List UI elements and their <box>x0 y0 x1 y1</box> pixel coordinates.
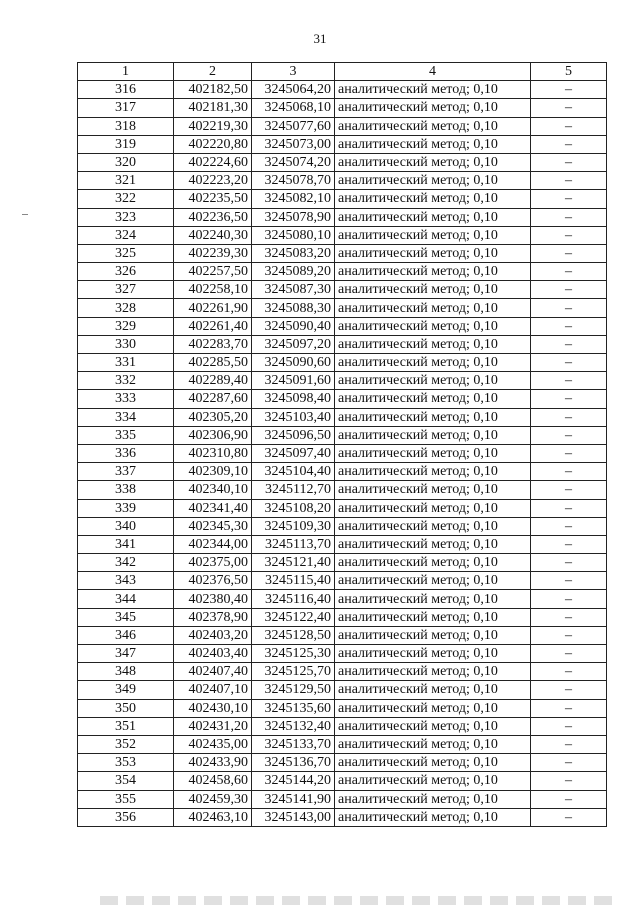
point-number-cell: 323 <box>78 208 174 226</box>
note-cell: – <box>531 99 607 117</box>
note-cell: – <box>531 299 607 317</box>
note-cell: – <box>531 281 607 299</box>
point-number-cell: 342 <box>78 554 174 572</box>
point-number-cell: 333 <box>78 390 174 408</box>
x-coordinate-cell: 402310,80 <box>174 444 252 462</box>
method-accuracy-cell: аналитический метод; 0,10 <box>335 790 531 808</box>
note-cell: – <box>531 172 607 190</box>
method-accuracy-cell: аналитический метод; 0,10 <box>335 263 531 281</box>
table-row <box>78 299 607 317</box>
x-coordinate-cell: 402380,40 <box>174 590 252 608</box>
x-coordinate-cell: 402306,90 <box>174 426 252 444</box>
y-coordinate-cell: 3245082,10 <box>252 190 335 208</box>
point-number-cell: 343 <box>78 572 174 590</box>
x-coordinate-cell: 402407,10 <box>174 681 252 699</box>
point-number-cell: 355 <box>78 790 174 808</box>
x-coordinate-cell: 402219,30 <box>174 117 252 135</box>
note-cell: – <box>531 663 607 681</box>
y-coordinate-cell: 3245116,40 <box>252 590 335 608</box>
method-accuracy-cell: аналитический метод; 0,10 <box>335 517 531 535</box>
note-cell: – <box>531 208 607 226</box>
table-row <box>78 499 607 517</box>
method-accuracy-cell: аналитический метод; 0,10 <box>335 208 531 226</box>
table-row <box>78 517 607 535</box>
point-number-cell: 331 <box>78 354 174 372</box>
table-row <box>78 390 607 408</box>
table-row <box>78 699 607 717</box>
x-coordinate-cell: 402340,10 <box>174 481 252 499</box>
table-row <box>78 444 607 462</box>
point-number-cell: 348 <box>78 663 174 681</box>
method-accuracy-cell: аналитический метод; 0,10 <box>335 608 531 626</box>
table-row <box>78 481 607 499</box>
x-coordinate-cell: 402258,10 <box>174 281 252 299</box>
point-number-cell: 354 <box>78 772 174 790</box>
x-coordinate-cell: 402182,50 <box>174 81 252 99</box>
point-number-cell: 319 <box>78 135 174 153</box>
method-accuracy-cell: аналитический метод; 0,10 <box>335 717 531 735</box>
x-coordinate-cell: 402430,10 <box>174 699 252 717</box>
point-number-cell: 337 <box>78 463 174 481</box>
method-accuracy-cell: аналитический метод; 0,10 <box>335 754 531 772</box>
method-accuracy-cell: аналитический метод; 0,10 <box>335 663 531 681</box>
x-coordinate-cell: 402257,50 <box>174 263 252 281</box>
table-row <box>78 153 607 171</box>
x-coordinate-cell: 402458,60 <box>174 772 252 790</box>
note-cell: – <box>531 354 607 372</box>
note-cell: – <box>531 244 607 262</box>
x-coordinate-cell: 402378,90 <box>174 608 252 626</box>
y-coordinate-cell: 3245068,10 <box>252 99 335 117</box>
note-cell: – <box>531 426 607 444</box>
point-number-cell: 327 <box>78 281 174 299</box>
x-coordinate-cell: 402236,50 <box>174 208 252 226</box>
point-number-cell: 321 <box>78 172 174 190</box>
y-coordinate-cell: 3245089,20 <box>252 263 335 281</box>
table-row <box>78 208 607 226</box>
y-coordinate-cell: 3245097,40 <box>252 444 335 462</box>
note-cell: – <box>531 226 607 244</box>
method-accuracy-cell: аналитический метод; 0,10 <box>335 372 531 390</box>
x-coordinate-cell: 402403,40 <box>174 645 252 663</box>
table-row <box>78 317 607 335</box>
note-cell: – <box>531 681 607 699</box>
note-cell: – <box>531 572 607 590</box>
method-accuracy-cell: аналитический метод; 0,10 <box>335 808 531 826</box>
table-row <box>78 172 607 190</box>
x-coordinate-cell: 402283,70 <box>174 335 252 353</box>
y-coordinate-cell: 3245077,60 <box>252 117 335 135</box>
method-accuracy-cell: аналитический метод; 0,10 <box>335 699 531 717</box>
point-number-cell: 350 <box>78 699 174 717</box>
header-cell-4: 4 <box>335 63 531 81</box>
y-coordinate-cell: 3245080,10 <box>252 226 335 244</box>
table-row <box>78 772 607 790</box>
point-number-cell: 339 <box>78 499 174 517</box>
point-number-cell: 336 <box>78 444 174 462</box>
method-accuracy-cell: аналитический метод; 0,10 <box>335 390 531 408</box>
method-accuracy-cell: аналитический метод; 0,10 <box>335 572 531 590</box>
method-accuracy-cell: аналитический метод; 0,10 <box>335 735 531 753</box>
y-coordinate-cell: 3245103,40 <box>252 408 335 426</box>
table-header-row <box>78 63 607 81</box>
method-accuracy-cell: аналитический метод; 0,10 <box>335 426 531 444</box>
x-coordinate-cell: 402261,90 <box>174 299 252 317</box>
point-number-cell: 332 <box>78 372 174 390</box>
method-accuracy-cell: аналитический метод; 0,10 <box>335 645 531 663</box>
method-accuracy-cell: аналитический метод; 0,10 <box>335 354 531 372</box>
note-cell: – <box>531 135 607 153</box>
note-cell: – <box>531 554 607 572</box>
x-coordinate-cell: 402345,30 <box>174 517 252 535</box>
y-coordinate-cell: 3245122,40 <box>252 608 335 626</box>
x-coordinate-cell: 402223,20 <box>174 172 252 190</box>
method-accuracy-cell: аналитический метод; 0,10 <box>335 554 531 572</box>
coordinates-table <box>77 62 607 827</box>
method-accuracy-cell: аналитический метод; 0,10 <box>335 81 531 99</box>
x-coordinate-cell: 402403,20 <box>174 626 252 644</box>
y-coordinate-cell: 3245098,40 <box>252 390 335 408</box>
note-cell: – <box>531 390 607 408</box>
y-coordinate-cell: 3245074,20 <box>252 153 335 171</box>
method-accuracy-cell: аналитический метод; 0,10 <box>335 153 531 171</box>
note-cell: – <box>531 499 607 517</box>
table-row <box>78 408 607 426</box>
point-number-cell: 326 <box>78 263 174 281</box>
note-cell: – <box>531 772 607 790</box>
note-cell: – <box>531 153 607 171</box>
note-cell: – <box>531 317 607 335</box>
coordinates-table-body <box>78 63 607 827</box>
method-accuracy-cell: аналитический метод; 0,10 <box>335 335 531 353</box>
note-cell: – <box>531 408 607 426</box>
x-coordinate-cell: 402341,40 <box>174 499 252 517</box>
note-cell: – <box>531 444 607 462</box>
x-coordinate-cell: 402305,20 <box>174 408 252 426</box>
table-row <box>78 335 607 353</box>
method-accuracy-cell: аналитический метод; 0,10 <box>335 499 531 517</box>
y-coordinate-cell: 3245064,20 <box>252 81 335 99</box>
table-row <box>78 426 607 444</box>
table-row <box>78 244 607 262</box>
note-cell: – <box>531 626 607 644</box>
x-coordinate-cell: 402287,60 <box>174 390 252 408</box>
x-coordinate-cell: 402224,60 <box>174 153 252 171</box>
y-coordinate-cell: 3245136,70 <box>252 754 335 772</box>
x-coordinate-cell: 402375,00 <box>174 554 252 572</box>
table-row <box>78 135 607 153</box>
faint-footer-text <box>100 896 620 905</box>
y-coordinate-cell: 3245073,00 <box>252 135 335 153</box>
y-coordinate-cell: 3245144,20 <box>252 772 335 790</box>
method-accuracy-cell: аналитический метод; 0,10 <box>335 117 531 135</box>
x-coordinate-cell: 402433,90 <box>174 754 252 772</box>
note-cell: – <box>531 608 607 626</box>
y-coordinate-cell: 3245090,60 <box>252 354 335 372</box>
note-cell: – <box>531 463 607 481</box>
point-number-cell: 353 <box>78 754 174 772</box>
x-coordinate-cell: 402463,10 <box>174 808 252 826</box>
note-cell: – <box>531 263 607 281</box>
y-coordinate-cell: 3245109,30 <box>252 517 335 535</box>
method-accuracy-cell: аналитический метод; 0,10 <box>335 172 531 190</box>
header-cell-2: 2 <box>174 63 252 81</box>
x-coordinate-cell: 402407,40 <box>174 663 252 681</box>
table-row <box>78 735 607 753</box>
note-cell: – <box>531 81 607 99</box>
point-number-cell: 320 <box>78 153 174 171</box>
y-coordinate-cell: 3245132,40 <box>252 717 335 735</box>
note-cell: – <box>531 754 607 772</box>
method-accuracy-cell: аналитический метод; 0,10 <box>335 317 531 335</box>
point-number-cell: 341 <box>78 535 174 553</box>
table-row <box>78 190 607 208</box>
y-coordinate-cell: 3245115,40 <box>252 572 335 590</box>
table-row <box>78 354 607 372</box>
table-row <box>78 554 607 572</box>
x-coordinate-cell: 402376,50 <box>174 572 252 590</box>
x-coordinate-cell: 402240,30 <box>174 226 252 244</box>
note-cell: – <box>531 735 607 753</box>
table-row <box>78 645 607 663</box>
x-coordinate-cell: 402181,30 <box>174 99 252 117</box>
note-cell: – <box>531 590 607 608</box>
method-accuracy-cell: аналитический метод; 0,10 <box>335 244 531 262</box>
y-coordinate-cell: 3245088,30 <box>252 299 335 317</box>
table-row <box>78 572 607 590</box>
y-coordinate-cell: 3245143,00 <box>252 808 335 826</box>
y-coordinate-cell: 3245096,50 <box>252 426 335 444</box>
table-row <box>78 226 607 244</box>
table-row <box>78 626 607 644</box>
y-coordinate-cell: 3245087,30 <box>252 281 335 299</box>
point-number-cell: 346 <box>78 626 174 644</box>
x-coordinate-cell: 402235,50 <box>174 190 252 208</box>
table-row <box>78 754 607 772</box>
y-coordinate-cell: 3245135,60 <box>252 699 335 717</box>
point-number-cell: 318 <box>78 117 174 135</box>
note-cell: – <box>531 699 607 717</box>
note-cell: – <box>531 190 607 208</box>
y-coordinate-cell: 3245125,70 <box>252 663 335 681</box>
x-coordinate-cell: 402459,30 <box>174 790 252 808</box>
table-row <box>78 372 607 390</box>
note-cell: – <box>531 117 607 135</box>
header-cell-1: 1 <box>78 63 174 81</box>
y-coordinate-cell: 3245121,40 <box>252 554 335 572</box>
table-row <box>78 663 607 681</box>
x-coordinate-cell: 402261,40 <box>174 317 252 335</box>
point-number-cell: 324 <box>78 226 174 244</box>
table-row <box>78 535 607 553</box>
point-number-cell: 316 <box>78 81 174 99</box>
y-coordinate-cell: 3245097,20 <box>252 335 335 353</box>
method-accuracy-cell: аналитический метод; 0,10 <box>335 590 531 608</box>
method-accuracy-cell: аналитический метод; 0,10 <box>335 463 531 481</box>
y-coordinate-cell: 3245108,20 <box>252 499 335 517</box>
note-cell: – <box>531 481 607 499</box>
y-coordinate-cell: 3245125,30 <box>252 645 335 663</box>
table-row <box>78 99 607 117</box>
y-coordinate-cell: 3245113,70 <box>252 535 335 553</box>
method-accuracy-cell: аналитический метод; 0,10 <box>335 299 531 317</box>
point-number-cell: 345 <box>78 608 174 626</box>
y-coordinate-cell: 3245078,90 <box>252 208 335 226</box>
note-cell: – <box>531 517 607 535</box>
note-cell: – <box>531 335 607 353</box>
point-number-cell: 335 <box>78 426 174 444</box>
method-accuracy-cell: аналитический метод; 0,10 <box>335 681 531 699</box>
point-number-cell: 349 <box>78 681 174 699</box>
x-coordinate-cell: 402344,00 <box>174 535 252 553</box>
point-number-cell: 328 <box>78 299 174 317</box>
point-number-cell: 344 <box>78 590 174 608</box>
table-row <box>78 281 607 299</box>
method-accuracy-cell: аналитический метод; 0,10 <box>335 444 531 462</box>
x-coordinate-cell: 402220,80 <box>174 135 252 153</box>
point-number-cell: 340 <box>78 517 174 535</box>
method-accuracy-cell: аналитический метод; 0,10 <box>335 626 531 644</box>
y-coordinate-cell: 3245133,70 <box>252 735 335 753</box>
method-accuracy-cell: аналитический метод; 0,10 <box>335 535 531 553</box>
note-cell: – <box>531 808 607 826</box>
table-row <box>78 681 607 699</box>
y-coordinate-cell: 3245104,40 <box>252 463 335 481</box>
y-coordinate-cell: 3245141,90 <box>252 790 335 808</box>
y-coordinate-cell: 3245090,40 <box>252 317 335 335</box>
method-accuracy-cell: аналитический метод; 0,10 <box>335 481 531 499</box>
method-accuracy-cell: аналитический метод; 0,10 <box>335 99 531 117</box>
x-coordinate-cell: 402285,50 <box>174 354 252 372</box>
note-cell: – <box>531 372 607 390</box>
point-number-cell: 338 <box>78 481 174 499</box>
point-number-cell: 347 <box>78 645 174 663</box>
note-cell: – <box>531 790 607 808</box>
point-number-cell: 330 <box>78 335 174 353</box>
table-row <box>78 717 607 735</box>
method-accuracy-cell: аналитический метод; 0,10 <box>335 281 531 299</box>
table-row <box>78 117 607 135</box>
method-accuracy-cell: аналитический метод; 0,10 <box>335 190 531 208</box>
point-number-cell: 352 <box>78 735 174 753</box>
x-coordinate-cell: 402239,30 <box>174 244 252 262</box>
x-coordinate-cell: 402289,40 <box>174 372 252 390</box>
x-coordinate-cell: 402435,00 <box>174 735 252 753</box>
x-coordinate-cell: 402431,20 <box>174 717 252 735</box>
point-number-cell: 329 <box>78 317 174 335</box>
method-accuracy-cell: аналитический метод; 0,10 <box>335 408 531 426</box>
table-row <box>78 463 607 481</box>
scan-artifact <box>22 214 28 215</box>
y-coordinate-cell: 3245083,20 <box>252 244 335 262</box>
table-row <box>78 790 607 808</box>
note-cell: – <box>531 535 607 553</box>
x-coordinate-cell: 402309,10 <box>174 463 252 481</box>
method-accuracy-cell: аналитический метод; 0,10 <box>335 135 531 153</box>
note-cell: – <box>531 717 607 735</box>
page-number: 31 <box>313 31 327 46</box>
point-number-cell: 334 <box>78 408 174 426</box>
point-number-cell: 322 <box>78 190 174 208</box>
method-accuracy-cell: аналитический метод; 0,10 <box>335 772 531 790</box>
table-row <box>78 81 607 99</box>
point-number-cell: 317 <box>78 99 174 117</box>
header-cell-3: 3 <box>252 63 335 81</box>
table-row <box>78 608 607 626</box>
point-number-cell: 325 <box>78 244 174 262</box>
y-coordinate-cell: 3245112,70 <box>252 481 335 499</box>
header-cell-5: 5 <box>531 63 607 81</box>
method-accuracy-cell: аналитический метод; 0,10 <box>335 226 531 244</box>
y-coordinate-cell: 3245091,60 <box>252 372 335 390</box>
note-cell: – <box>531 645 607 663</box>
y-coordinate-cell: 3245129,50 <box>252 681 335 699</box>
point-number-cell: 356 <box>78 808 174 826</box>
y-coordinate-cell: 3245078,70 <box>252 172 335 190</box>
table-row <box>78 590 607 608</box>
y-coordinate-cell: 3245128,50 <box>252 626 335 644</box>
table-row <box>78 808 607 826</box>
point-number-cell: 351 <box>78 717 174 735</box>
table-row <box>78 263 607 281</box>
